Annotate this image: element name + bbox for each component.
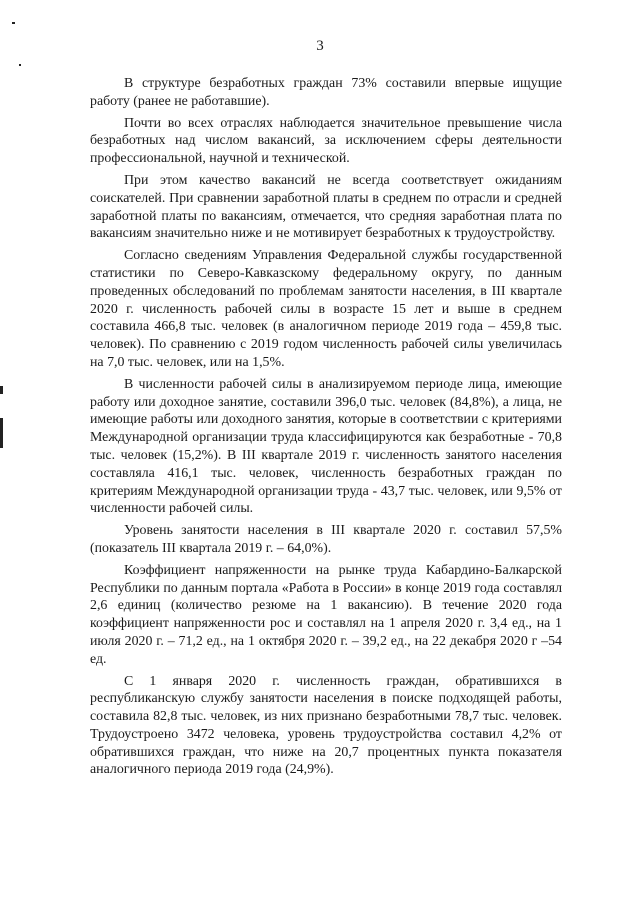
paragraph-vacancy-quality: При этом качество вакансий не всегда соответствует ожиданиям соискателей. При сравнении заработной платы в среднем по отрасли и средней заработной платы по вакансиям, отмечается, что средняя заработная плата по вакансиям значительно ниже и не мотивирует безработных к трудоустройству. bbox=[90, 172, 562, 242]
binding-mark bbox=[0, 418, 3, 448]
document-body bbox=[90, 75, 562, 783]
paragraph-job-seekers: С 1 января 2020 г. численность граждан, обратившихся в республиканскую службу занятости населения в поиске подходящей работы, составила 82,8 тыс. человек, из них признано безработными 78,7 тыс. человек. Трудоустроено 3472 человека, уровень трудоустройства составил 4,2% от обратившихся граждан, что ниже на 20,7 процентных пункта показателя аналогичного периода 2019 года (24,9%). bbox=[90, 673, 562, 778]
paragraph-vacancy-excess: Почти во всех отраслях наблюдается значительное превышение числа безработных над числом вакансий, за исключением сферы деятельности профессиональной, научной и технической. bbox=[90, 115, 562, 167]
paragraph-tension-coefficient: Коэффициент напряженности на рынке труда Кабардино-Балкарской Республики по данным портала «Работа в России» в конце 2019 года составлял 2,6 единиц (количество резюме на 1 вакансию). В течение 2020 года коэффициент напряженности рос и составлял на 1 апреля 2020 г. 3,4 ед., на 1 июля 2020 г. – 71,2 ед., на 1 октября 2020 г. – 39,2 ед., на 22 декабря 2020 г –54 ед. bbox=[90, 562, 562, 667]
paragraph-employed-unemployed: В численности рабочей силы в анализируемом периоде лица, имеющие работу или доходное занятие, составили 396,0 тыс. человек (84,8%), а лица, не имеющие работы или доходного занятия, которые в соответствии с критериями Международной организации труда классифицируются как безработные - 70,8 тыс. человек (15,2%). В III квартале 2019 г. численность занятого населения составляла 416,1 тыс. человек, численность безработных граждан по критериям Международной организации труда - 43,7 тыс. человек, или 9,5% от численности рабочей силы. bbox=[90, 376, 562, 517]
paragraph-unemployed-structure: В структуре безработных граждан 73% составили впервые ищущие работу (ранее не работавшие). bbox=[90, 76, 562, 109]
paragraph-labor-force: Согласно сведениям Управления Федеральной службы государственной статистики по Северо-Кавказскому федеральному округу, по данным проведенных обследований по проблемам занятости населения, в III квартале 2020 г. численность рабочей силы в возрасте 15 лет и выше в среднем составила 466,8 тыс. человек (в аналогичном периоде 2019 года – 459,8 тыс. человек). По сравнению с 2019 годом численность рабочей силы увеличилась на 7,0 тыс. человек, или на 1,5%. bbox=[90, 248, 562, 370]
paragraph-employment-rate: Уровень занятости населения в III квартале 2020 г. составил 57,5% (показатель III квартала 2019 г. – 64,0%). bbox=[90, 523, 562, 556]
scan-mark bbox=[19, 64, 21, 66]
binding-mark bbox=[0, 386, 3, 394]
scan-mark bbox=[12, 22, 15, 24]
page-number: 3 bbox=[316, 38, 324, 54]
